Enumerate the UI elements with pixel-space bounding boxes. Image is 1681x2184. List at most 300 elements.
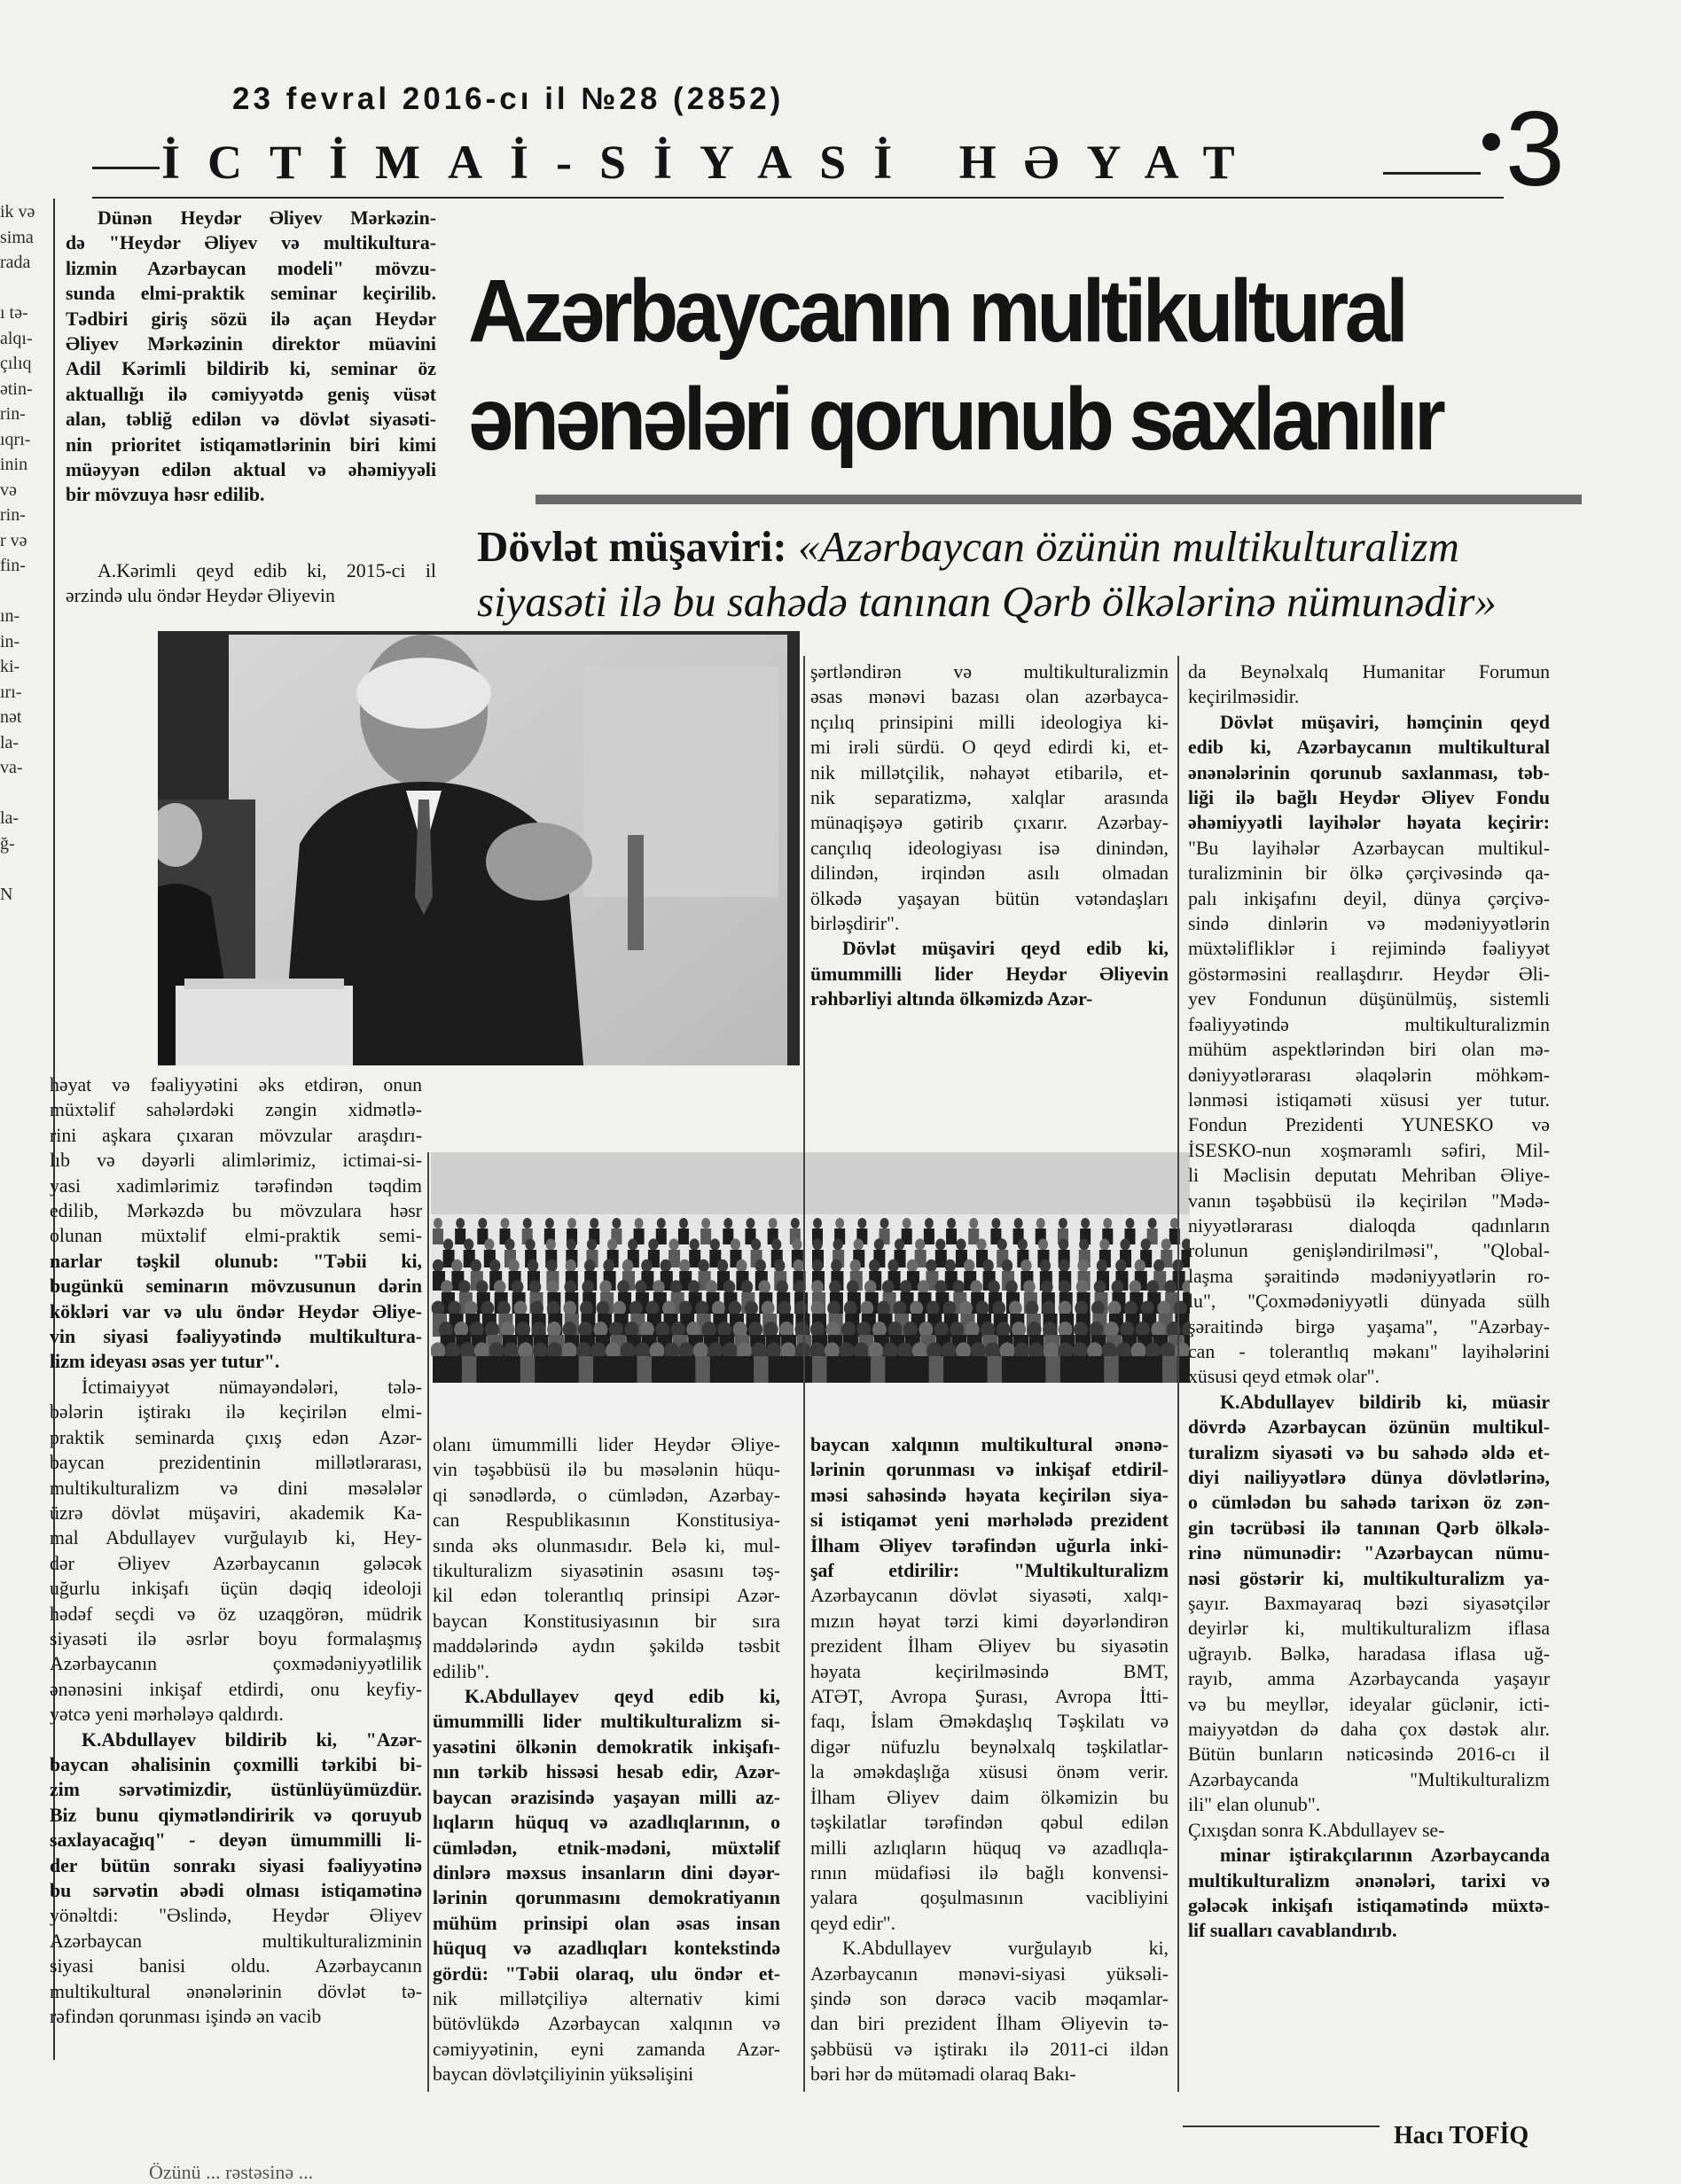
audience-head (907, 1260, 918, 1272)
audience-head (751, 1238, 761, 1250)
text-line: bəri hər də mütəmadi olaraq Bakı- (810, 2063, 1076, 2086)
audience-head (1120, 1238, 1130, 1250)
audience-head (547, 1301, 560, 1316)
text-line: xüsusi qeyd etmək olar". (1188, 1366, 1380, 1388)
audience-body (491, 1356, 507, 1383)
audience-body (1075, 1356, 1091, 1383)
audience-body (700, 1228, 711, 1244)
audience-head (1148, 1218, 1157, 1228)
audience-body (885, 1356, 901, 1383)
audience-head (991, 1218, 1000, 1228)
audience-head (778, 1301, 791, 1316)
audience-head (746, 1218, 754, 1228)
audience-head (762, 1301, 775, 1316)
audience-head (1108, 1301, 1122, 1316)
text-line: narlar təşkil olunub: "Təbii ki, (50, 1250, 422, 1272)
audience-head (969, 1218, 978, 1228)
audience-body (958, 1356, 974, 1383)
audience-head (679, 1260, 690, 1272)
audience-body (924, 1228, 934, 1244)
audience-head (1174, 1301, 1187, 1316)
audience-head (451, 1260, 462, 1272)
audience-body (754, 1356, 770, 1383)
text-line: rəhbərliyi altında ölkəmizdə Azər- (810, 988, 1093, 1010)
fragment-line: ki- (0, 657, 20, 676)
text-line: der bütün sonrakı siyasi fəaliyyətinə (50, 1854, 422, 1876)
audience-head (947, 1218, 956, 1228)
audience-head (484, 1238, 494, 1250)
audience-head (1125, 1218, 1134, 1228)
text-line: göstərməsini reallaşdırır. Heydər Əli- (1188, 963, 1550, 985)
audience-body (462, 1356, 478, 1383)
audience-head (942, 1301, 956, 1316)
text-line: bugünkü seminarın mövzusunun dərin (50, 1275, 422, 1298)
fragment-line: ı tə- (0, 303, 28, 323)
audience-head (434, 1218, 442, 1228)
text-line: yalara qoşulmasının vacibliyini (810, 1887, 1169, 1909)
audience-head (1002, 1260, 1013, 1272)
text-line: nçılıq prinsipini milli ideologiya ki- (810, 711, 1169, 733)
audience-head (736, 1260, 747, 1272)
audience-head (1115, 1260, 1126, 1272)
audience-head (1112, 1280, 1124, 1294)
audience-head (617, 1280, 629, 1294)
text-line: dilindən, irqindən asılı olmadan (810, 862, 1169, 885)
text-line: lərinin qorunmasını demokratiyanın (433, 1887, 780, 1909)
subhead-quote-line1: «Azərbaycan özünün multikulturalizm (798, 522, 1459, 571)
text-line: liği ilə bağlı Heydər Əliyev Fondu (1188, 787, 1550, 809)
col1-bottom (50, 1072, 422, 2029)
audience-head (529, 1280, 542, 1294)
text-line: Dünən Heydər Əliyev Mərkəzin- (98, 207, 436, 229)
text-line: rinə nümunədir: "Azərbaycan nümu- (1188, 1542, 1550, 1564)
audience-head (635, 1280, 647, 1294)
text-line: milli azlıqların hüquq və azadlıqla- (810, 1837, 1169, 1859)
text-line: aktuallığı ilə cəmiyyətdə geniş vüsət (66, 383, 436, 405)
fragment-line: inin (0, 455, 28, 474)
audience-head (959, 1301, 973, 1316)
audience-head (433, 1260, 443, 1272)
section-title: İCTİMAİ-SİYASİ HƏYAT (161, 136, 1263, 189)
audience-head (1059, 1301, 1072, 1316)
audience-head (1124, 1301, 1138, 1316)
audience-head (545, 1218, 554, 1228)
fragment-line: alqı- (0, 328, 33, 348)
text-line: nəsi göstərir ki, multikulturalizm ya- (1188, 1567, 1550, 1589)
audience-head (723, 1218, 732, 1228)
audience-head (698, 1260, 708, 1272)
audience-head (874, 1238, 884, 1250)
col3-top (810, 659, 1169, 1012)
audience-body (1060, 1356, 1076, 1383)
text-line: da Beynəlxalq Humanitar Forumun (1188, 661, 1550, 682)
text-line: mal Abdullayev vurğulayıb ki, Hey- (50, 1527, 422, 1549)
subhead (477, 519, 1612, 629)
audience-head (854, 1238, 864, 1250)
audience-head (528, 1260, 538, 1272)
audience-body (929, 1356, 945, 1383)
audience-head (661, 1260, 671, 1272)
text-line: yasi xadimlərimiz tərəfindən təqdim (50, 1174, 422, 1197)
fragment-line: ətin- (0, 378, 33, 399)
text-line: praktik seminarda çıxış edən Azər- (50, 1426, 422, 1448)
audience-head (501, 1218, 510, 1228)
audience-head (701, 1218, 710, 1228)
audience-head (590, 1218, 598, 1228)
text-line: cəmiyyətinin, eyni zamanda Azər- (433, 2038, 780, 2060)
column-divider-2 (803, 656, 805, 2092)
audience-body (593, 1356, 609, 1383)
text-line: həyat və fəaliyyətini əks etdirən, onun (50, 1074, 422, 1096)
audience-head (903, 1218, 911, 1228)
audience-head (1036, 1218, 1045, 1228)
fragment-line (0, 276, 43, 301)
text-line: uğrayıb. Bəlkə, haradasa iflasa uğ- (1188, 1642, 1550, 1665)
text-line: rini aşkara çıxaran mövzular araşdırı- (50, 1124, 422, 1146)
audience-head (494, 1280, 506, 1294)
audience-head (1018, 1238, 1028, 1250)
audience-head (1038, 1238, 1048, 1250)
audience-head (612, 1218, 621, 1228)
audience-head (1005, 1280, 1018, 1294)
audience-body (900, 1356, 916, 1383)
text-line: bütövlükdə Azərbaycan xalqının və (433, 2013, 780, 2035)
audience-head (745, 1301, 758, 1316)
text-line: rayıb, amma Azərbaycanda yaşayır (1188, 1668, 1550, 1690)
audience-body (1031, 1356, 1047, 1383)
text-line: lizmin Azərbaycan modeli" mövzu- (66, 257, 436, 279)
text-line: birləşdirir". (810, 913, 900, 935)
audience-body (1119, 1356, 1135, 1383)
text-line: cümlədən, etnik-mədəni, müxtəlif (433, 1837, 780, 1859)
text-line: olanı ümummilli lider Heydər Əliye- (433, 1434, 780, 1455)
page-number: 3 (1505, 90, 1565, 208)
audience-head (1042, 1301, 1055, 1316)
fragment-line (0, 856, 43, 882)
audience-head (688, 1280, 700, 1294)
audience-head (712, 1301, 725, 1316)
text-line: lənməsi istiqaməti xüsusi yer tutur. (1188, 1088, 1550, 1111)
audience-body (943, 1356, 959, 1383)
text-line: müxtəlifliklər i rejimində fəaliyyət (1188, 938, 1550, 960)
text-line: turalizm siyasəti və bu sahədə əldə et- (1188, 1441, 1550, 1463)
text-line: baycan ərazisində yaşayan milli az- (433, 1786, 780, 1808)
text-line: Biz bunu qiymətləndiririk və qoruyub (50, 1804, 422, 1826)
audience-head (952, 1280, 965, 1294)
audience-head (695, 1301, 708, 1316)
text-line: siyasi banisi oldu. Azərbaycanın (50, 1955, 422, 1977)
text-line: can Respublikasının Konstitusiya- (433, 1509, 780, 1532)
text-line: hüquq və azadlıqları kontekstində (433, 1938, 780, 1960)
text-line: baycan prezidentinin millətlərarası, (50, 1452, 422, 1474)
fragment-line: nət (0, 707, 22, 727)
audience-head (514, 1301, 528, 1316)
col3-bottom-lines (810, 1432, 1169, 2087)
text-line: alan, təbliğ edilən və dövlət siyasəti- (66, 409, 436, 431)
text-line: edilib". (433, 1660, 489, 1682)
col3-top-lines (810, 659, 1169, 1012)
audience-head (1097, 1260, 1107, 1272)
text-line: vanın təşəbbüsü ilə keçirilən "Mədə- (1188, 1190, 1550, 1212)
audience-head (723, 1280, 736, 1294)
audience-head (567, 1218, 576, 1228)
text-line: nın tərkib hissəsi hesab edir, Azər- (433, 1761, 780, 1783)
audience-body (695, 1356, 711, 1383)
audience-head (833, 1238, 843, 1250)
text-line: dan biri prezident İlham Əliyevin tə- (810, 2013, 1169, 2035)
audience-head (628, 1238, 637, 1250)
text-line: Azərbaycanın çoxmədəniyyətlilik (50, 1653, 422, 1675)
audience-head (565, 1280, 577, 1294)
audience-head (566, 1260, 576, 1272)
audience-head (794, 1301, 808, 1316)
text-line: dəniyyətlərarası əlaqələrin möhkəm- (1188, 1064, 1550, 1086)
audience-head (847, 1280, 859, 1294)
audience-head (813, 1218, 822, 1228)
text-line: təşkilatlar tərəfindən qəbul edilən (810, 1812, 1169, 1834)
adjacent-column-fragment (0, 199, 43, 907)
audience-head (976, 1301, 989, 1316)
audience-head (976, 1238, 986, 1250)
audience-body (652, 1356, 668, 1383)
text-line: mızın həyat tərzi kimi dəyərləndirən (810, 1610, 1169, 1632)
text-line: si istiqamət yeni mərhələdə prezident (810, 1509, 1169, 1532)
audience-head (900, 1280, 912, 1294)
text-line: sunda elmi-praktik seminar keçirilib. (66, 283, 436, 305)
text-line: rolunun genişləndirilməsi", "Qlobal- (1188, 1240, 1550, 1262)
audience-head (1130, 1280, 1142, 1294)
audience-head (597, 1301, 610, 1316)
text-line: baycan dövlətçiliyinin yüksəlişini (433, 2063, 694, 2086)
text-line: sində dinlərin və mədəniyyətlərin (1188, 913, 1550, 935)
text-line: "Bu layihələr Azərbaycan multikul- (1188, 837, 1550, 859)
footer-fragment: Özünü ... rəstəsinə ... (149, 2161, 314, 2183)
audience-head (508, 1260, 519, 1272)
text-line: Azərbaycanın mənəvi-siyasi yüksəli- (810, 1962, 1169, 1985)
audience-head (629, 1301, 643, 1316)
audience-head (791, 1218, 800, 1228)
text-line: əhəmiyyətli layihələr həyata keçirir: (1188, 812, 1550, 834)
text-line: K.Abdullayev bildirib ki, "Azər- (82, 1728, 422, 1751)
audience-body (783, 1356, 799, 1383)
audience-head (489, 1260, 500, 1272)
text-line: olunan müxtəlif elmi-praktik semi- (50, 1225, 422, 1247)
audience-head (465, 1301, 478, 1316)
text-line: prezident İlham Əliyev bu siyasətin (810, 1635, 1169, 1658)
audience-body (433, 1356, 449, 1383)
text-line: münaqişəyə gətirib çıxarır. Azərbay- (810, 812, 1169, 834)
text-line: can - tolerantlıq məkanı" layihələrini (1188, 1340, 1550, 1362)
audience-head (935, 1238, 945, 1250)
audience-body (476, 1356, 492, 1383)
col4-lines (1188, 659, 1550, 1944)
text-line: rının müdafiəsi ilə bağlı konvensi- (810, 1861, 1169, 1884)
text-line: kökləri var və ulu öndər Heydər Əliye- (50, 1300, 422, 1322)
audience-head (1076, 1280, 1089, 1294)
audience-head (729, 1301, 742, 1316)
audience-head (635, 1218, 644, 1228)
audience-head (771, 1238, 781, 1250)
audience-body (433, 1228, 443, 1244)
text-line: edilib, Mərkəzdə bu mövzulara həsr (50, 1200, 422, 1222)
audience-body (798, 1356, 814, 1383)
audience-body (1133, 1356, 1149, 1383)
audience-body (1016, 1356, 1032, 1383)
fragment-line: N (0, 884, 13, 904)
text-line: yətcə yeni mərhələyə qaldırdı. (50, 1704, 284, 1726)
fragment-line: rada (0, 253, 31, 272)
fragment-line: rin- (0, 505, 26, 525)
text-line: həyata keçirilməsində BMT, (810, 1660, 1169, 1682)
text-line: yönəltdi: "Əslində, Heydər Əliyev (50, 1905, 422, 1927)
text-line: ərzində ulu öndər Heydər Əliyevin (66, 585, 335, 607)
audience-head (1077, 1260, 1088, 1272)
audience-head (1059, 1280, 1071, 1294)
audience-head (710, 1238, 720, 1250)
audience-head (476, 1280, 489, 1294)
audience-head (776, 1280, 788, 1294)
headline (468, 257, 1496, 473)
headline-rule (536, 495, 1582, 504)
text-line: qi sənədlərdə, o cümlədən, Azərbay- (433, 1484, 780, 1506)
audience-body (520, 1356, 536, 1383)
audience-body (812, 1356, 828, 1383)
audience-head (880, 1218, 889, 1228)
audience-body (681, 1356, 697, 1383)
audience-head (481, 1301, 494, 1316)
audience-head (1059, 1218, 1067, 1228)
text-line: bir mövzuya həsr edilib. (66, 484, 265, 506)
text-line: gin təcrübəsi ilə tanınan Qərb ölkələ- (1188, 1517, 1550, 1539)
text-line: niyyətlərarası dialoqda qadınların (1188, 1214, 1550, 1236)
audience-body (914, 1356, 930, 1383)
text-line: ənənələrinin qorunub saxlanması, təb- (1188, 761, 1550, 784)
audience-head (741, 1280, 754, 1294)
audience-head (970, 1280, 982, 1294)
text-line: edib ki, Azərbaycanın multikultural (1188, 737, 1550, 759)
audience-head (731, 1238, 740, 1250)
audience-body (622, 1356, 638, 1383)
audience-head (1081, 1218, 1090, 1228)
text-line: lıb və dəyərli alimlərimiz, ictimai-si- (50, 1150, 422, 1172)
text-line: müxtəlif sahələrdəki zəngin xidmətlə- (50, 1099, 422, 1121)
column-divider-1 (427, 1152, 429, 2092)
text-line: şaf etdirilir: "Multikulturalizm (810, 1560, 1169, 1582)
text-line: şayır. Baxmayaraq bəzi siyasətçilər (1188, 1593, 1550, 1615)
audience-body (1090, 1356, 1106, 1383)
fragment-line: və (0, 480, 17, 500)
audience-head (811, 1280, 824, 1294)
audience-head (441, 1280, 453, 1294)
audience-head (580, 1301, 593, 1316)
col2-bottom (433, 1432, 780, 2087)
audience-body (871, 1356, 887, 1383)
audience-head (443, 1238, 453, 1250)
col2-bottom-lines (433, 1432, 780, 2087)
text-line: multikulturalizm ənənələri, tarixi və (1188, 1869, 1550, 1892)
text-line: zim sərvətimizdir, üstünlüyümüzdür. (50, 1779, 422, 1801)
text-line: bu sərvətin əbədi olması istiqamətinə (50, 1880, 422, 1901)
text-line: uğurlu inkişafı üçün dəqiq ideoloji (50, 1578, 422, 1600)
audience-head (607, 1238, 617, 1250)
audience-head (582, 1280, 594, 1294)
audience-head (1141, 1238, 1151, 1250)
text-line: mühüm prinsipi olan əsas insan (433, 1912, 780, 1934)
audience-head (567, 1238, 576, 1250)
audience-head (831, 1260, 841, 1272)
text-line: şində son dərəcə vacib məqamlar- (810, 1987, 1169, 2009)
text-line: İlham Əliyev tərəfindən uğurla inki- (810, 1534, 1169, 1556)
subhead-quote-line2: siyasəti ilə bu sahədə tanınan Qərb ölkələrinə nümunədir» (477, 577, 1497, 626)
photo-speaker-image (158, 631, 800, 1065)
fragment-line: çılıq (0, 354, 32, 373)
text-line: üzrə dövlət müşaviri, akademik Ka- (50, 1502, 422, 1524)
text-line: şəraitində birgə yaşama", "Azərbay- (1188, 1315, 1550, 1338)
text-line: lif sualları cavablandırıb. (1188, 1920, 1397, 1942)
fragment-line: rin- (0, 404, 26, 424)
fragment-line: ik və (0, 202, 35, 222)
audience-head (964, 1260, 974, 1272)
text-line: tikulturalizm siyasətinin əsasını təş- (433, 1560, 780, 1582)
section-rule-right (1383, 172, 1481, 175)
text-line: Əliyev Mərkəzinin direktor müavini (66, 333, 436, 355)
audience-head (1023, 1280, 1036, 1294)
text-line: turalizminin bir ölkə çərçivəsində qa- (1188, 862, 1550, 885)
fragment-line: ıqrı- (0, 429, 31, 449)
text-line: baycan Konstitusiyasının bir sıra (433, 1610, 780, 1632)
audience-head (641, 1260, 652, 1272)
audience-head (670, 1280, 683, 1294)
text-line: fəaliyyətində multikulturalizmin (1188, 1013, 1550, 1035)
audience-head (827, 1301, 840, 1316)
audience-body (1002, 1356, 1018, 1383)
audience-head (887, 1260, 898, 1272)
text-line: vin siyasi fəaliyyətində multikultura- (50, 1326, 422, 1348)
text-line: Adil Kərimli bildirib ki, seminar öz (66, 358, 436, 380)
audience-head (690, 1238, 700, 1250)
audience-head (1020, 1260, 1031, 1272)
text-line: şərtləndirən və multikulturalizmin (810, 661, 1169, 682)
audience-head (526, 1238, 536, 1250)
audience-head (918, 1280, 930, 1294)
audience-head (926, 1260, 936, 1272)
audience-head (1103, 1218, 1112, 1228)
text-line: multikultural ənənələrinin dövlət tə- (50, 1980, 422, 2002)
audience-head (1141, 1301, 1154, 1316)
text-line: qeyd edir". (810, 1912, 896, 1934)
audience-head (706, 1280, 718, 1294)
audience-head (717, 1260, 728, 1272)
audience-body (608, 1356, 624, 1383)
text-line: K.Abdullayev vurğulayıb ki, (842, 1938, 1169, 1960)
text-line: Dövlət müşaviri qeyd edib ki, (842, 938, 1169, 960)
audience-head (653, 1280, 665, 1294)
audience-body (550, 1356, 566, 1383)
text-line: mühüm aspektlərindən biri olan mə- (1188, 1039, 1550, 1061)
audience-head (915, 1238, 925, 1250)
text-line: nik millətçiliyə alternativ kimi (433, 1987, 780, 2009)
audience-head (497, 1301, 511, 1316)
audience-body (988, 1356, 1004, 1383)
text-line: sında əks olunmasıdır. Belə ki, mul- (433, 1534, 780, 1556)
audience-body (447, 1356, 463, 1383)
text-line: də "Heydər Əliyev və multikultura- (66, 232, 436, 254)
section-rule-left (92, 167, 160, 169)
audience-head (755, 1260, 766, 1272)
text-line: gördü: "Təbii olaraq, ulu öndər et- (433, 1962, 780, 1985)
photo-audience-image (431, 1152, 1190, 1427)
audience-head (587, 1238, 597, 1250)
